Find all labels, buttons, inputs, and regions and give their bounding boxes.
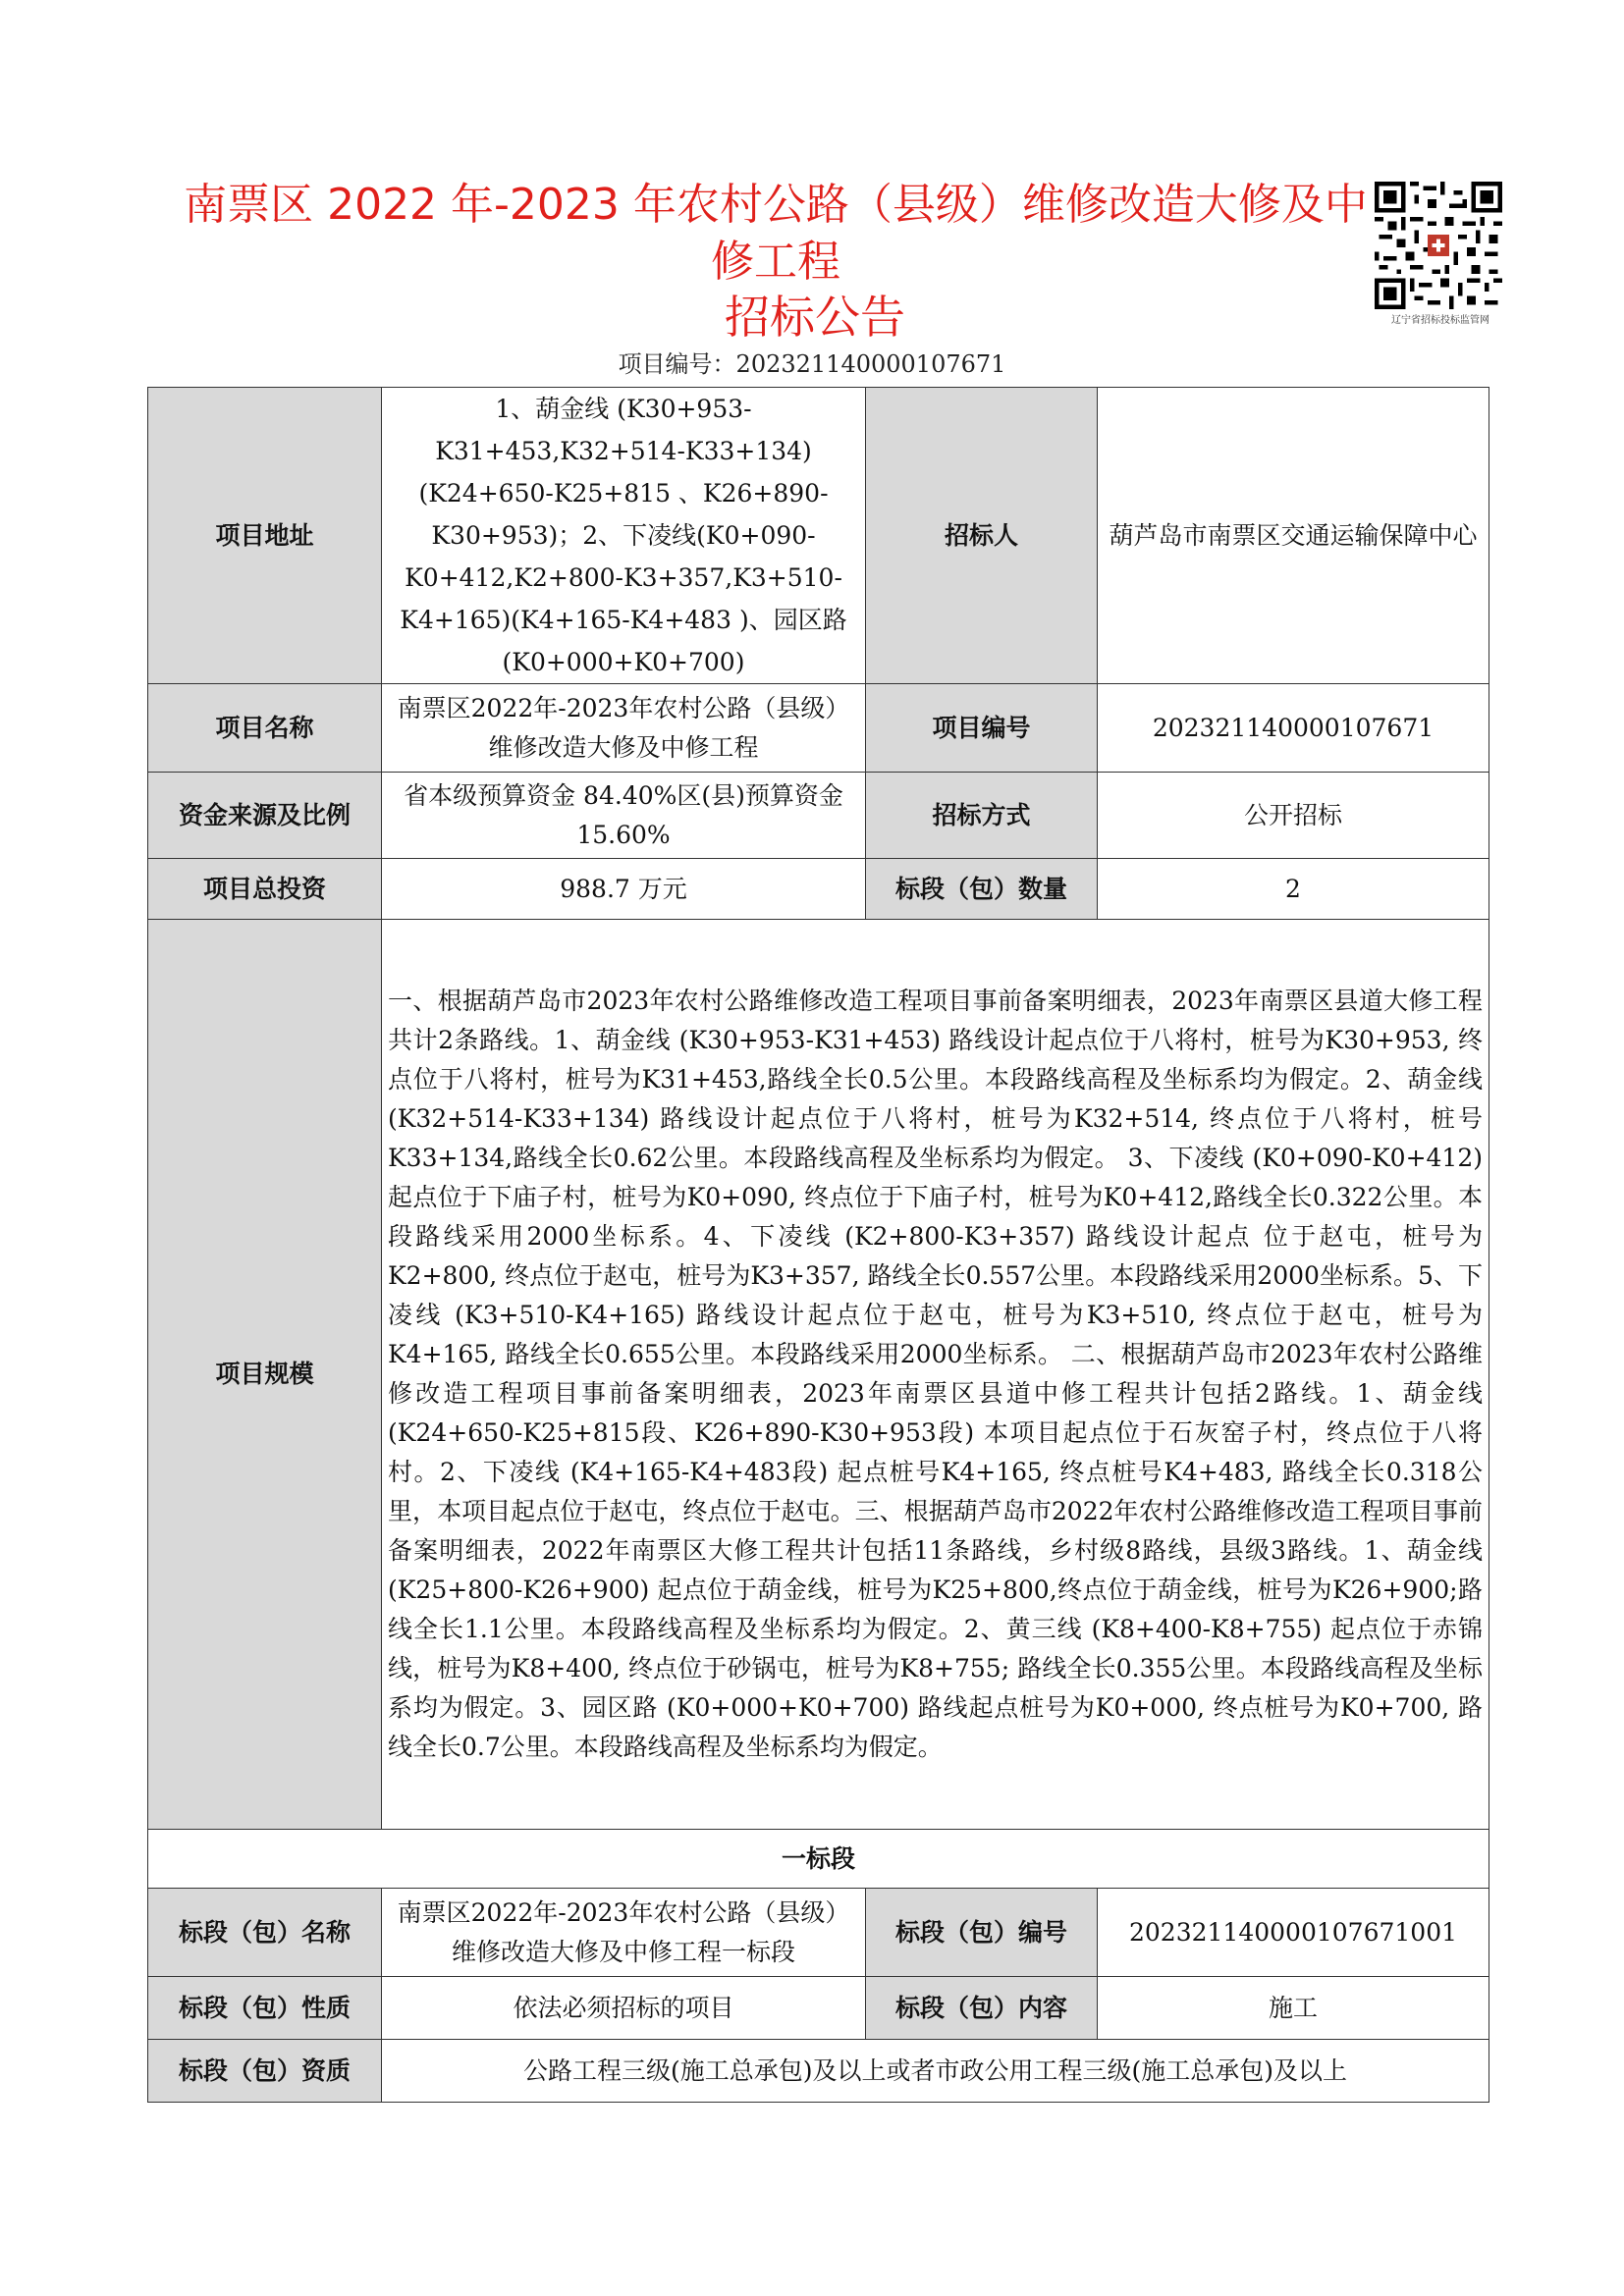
project-number-label: 项目编号 — [866, 684, 1098, 773]
project-number-line: 项目编号：202321140000107671 — [618, 350, 1006, 378]
table-row — [148, 920, 1489, 1830]
notice-subtitle: 招标公告 — [725, 291, 905, 344]
lot-content-value: 施工 — [1098, 1977, 1489, 2040]
fund-source-value: 省本级预算资金 84.40%区(县)预算资金 15.60% — [382, 773, 866, 859]
notice-table — [147, 387, 1489, 2103]
total-investment-value: 988.7 万元 — [382, 859, 866, 920]
tenderer-value: 葫芦岛市南票区交通运输保障中心 — [1098, 388, 1489, 684]
lot-name-value: 南票区2022年-2023年农村公路（县级）维修改造大修及中修工程一标段 — [382, 1889, 866, 1977]
table-row — [148, 859, 1489, 920]
project-number-value: 202321140000107671 — [1098, 684, 1489, 773]
lot-count-value: 2 — [1098, 859, 1489, 920]
lot-number-label: 标段（包）编号 — [866, 1889, 1098, 1977]
lot-nature-label: 标段（包）性质 — [148, 1977, 382, 2040]
fund-source-label: 资金来源及比例 — [148, 773, 382, 859]
project-name-value: 南票区2022年-2023年农村公路（县级）维修改造大修及中修工程 — [382, 684, 866, 773]
tender-method-label: 招标方式 — [866, 773, 1098, 859]
lot-content-label: 标段（包）内容 — [866, 1977, 1098, 2040]
lot-qualification-value: 公路工程三级(施工总承包)及以上或者市政公用工程三级(施工总承包)及以上 — [382, 2040, 1489, 2103]
table-row — [148, 1830, 1489, 1889]
tenderer-label: 招标人 — [866, 388, 1098, 684]
address-value: 1、葫金线 (K30+953-K31+453,K32+514-K33+134) (K24+650-K25+815 、K26+890-K30+953)；2、下凌线(K0+090-K0+412,K2+800-K3+357,K3+510-K4+165)(K4+165-K4+483 )、园区路 (K0+000+K0+700) — [382, 388, 866, 684]
total-investment-label: 项目总投资 — [148, 859, 382, 920]
project-name-label: 项目名称 — [148, 684, 382, 773]
lot-count-label: 标段（包）数量 — [866, 859, 1098, 920]
table-row — [148, 2040, 1489, 2103]
project-scale-label: 项目规模 — [148, 920, 382, 1830]
notice-title: 南票区 2022 年-2023 年农村公路（县级）维修改造大修及中修工程 — [184, 180, 1368, 287]
lot-qualification-label: 标段（包）资质 — [148, 2040, 382, 2103]
table-row — [148, 388, 1489, 684]
lot-nature-value: 依法必须招标的项目 — [382, 1977, 866, 2040]
address-label: 项目地址 — [148, 388, 382, 684]
table-row — [148, 684, 1489, 773]
qr-code-icon — [1375, 182, 1502, 309]
lot-name-label: 标段（包）名称 — [148, 1889, 382, 1977]
table-row — [148, 773, 1489, 859]
table-row — [148, 1977, 1489, 2040]
tender-method-value: 公开招标 — [1098, 773, 1489, 859]
lot-number-value: 202321140000107671001 — [1098, 1889, 1489, 1977]
section-title: 一标段 — [148, 1830, 1489, 1889]
qr-caption: 辽宁省招标投标监管网 — [1391, 315, 1489, 326]
project-scale-value: 一、根据葫芦岛市2023年农村公路维修改造工程项目事前备案明细表，2023年南票区县道大修工程共计2条路线。1、葫金线 (K30+953-K31+453) 路线设计起点位于八将村，桩号为K30+953, 终点位于八将村，桩号为K31+453,路线全长0.5公里。本段路线高程及坐标系均为假定。2、葫金线 (K32+514-K33+134) 路线设计起点位于八将村，桩号为K32+514, 终点位于八将村，桩号K33+134,路线全长0.62公里。本段路线高程及坐标系均为假定。 3、下凌线 (K0+090-K0+412) 起点位于下庙子村，桩号为K0+090, 终点位于下庙子村，桩号为K0+412,路线全长0.322公里。本段路线采用2000坐标系。4、下凌线 (K2+800-K3+357) 路线设计起点 位于赵屯，桩号为K2+800, 终点位于赵屯，桩号为K3+357, 路线全长0.557公里。本段路线采用2000坐标系。5、下凌线 (K3+510-K4+165) 路线设计起点位于赵屯，桩号为K3+510, 终点位于赵屯，桩号为K4+165, 路线全长0.655公里。本段路线采用2000坐标系。 二、根据葫芦岛市2023年农村公路维修改造工程项目事前备案明细表，2023年南票区县道中修工程共计包括2路线。1、葫金线 (K24+650-K25+815段、K26+890-K30+953段) 本项目起点位于石灰窑子村，终点位于八将村。2、下凌线 (K4+165-K4+483段) 起点桩号K4+165, 终点桩号K4+483, 路线全长0.318公里，本项目起点位于赵屯，终点位于赵屯。三、根据葫芦岛市2022年农村公路维修改造工程项目事前备案明细表，2022年南票区大修工程共计包括11条路线，乡村级8路线，县级3路线。1、葫金线 (K25+800-K26+900) 起点位于葫金线，桩号为K25+800,终点位于葫金线，桩号为K26+900;路线全长1.1公里。本段路线高程及坐标系均为假定。2、黄三线 (K8+400-K8+755) 起点位于赤锦线，桩号为K8+400, 终点位于砂锅屯，桩号为K8+755; 路线全长0.355公里。本段路线高程及坐标系均为假定。3、园区路 (K0+000+K0+700) 路线起点桩号为K0+000, 终点桩号为K0+700, 路线全长0.7公里。本段路线高程及坐标系均为假定。 — [382, 920, 1489, 1830]
table-row — [148, 1889, 1489, 1977]
